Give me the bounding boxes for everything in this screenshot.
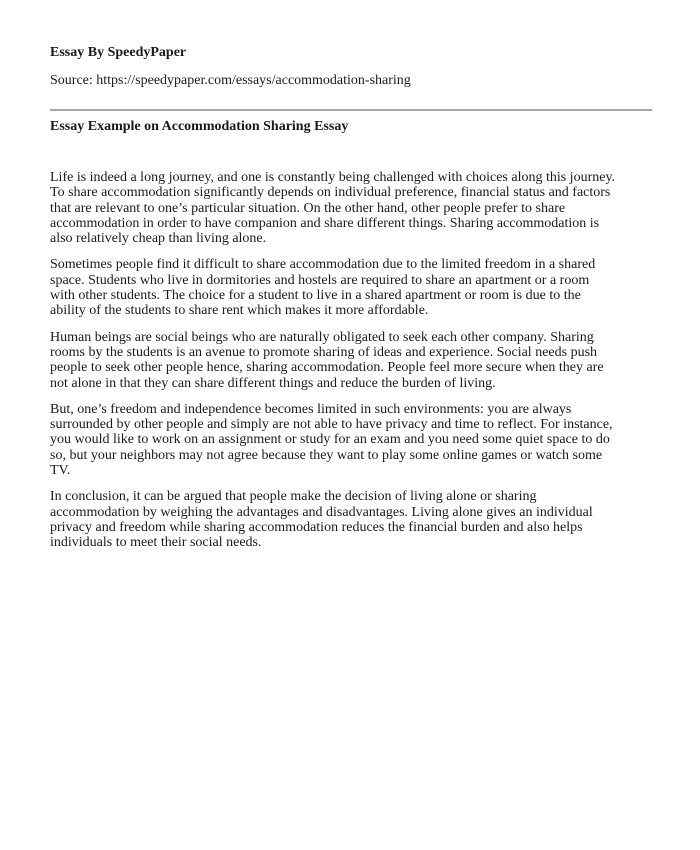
source-line: Source: https://speedypaper.com/essays/accommodation-sharing bbox=[50, 73, 411, 88]
paragraph-line: so, but your neighbors may not agree because they want to play some online games or watch some bbox=[50, 447, 603, 463]
paragraph-line: accommodation by weighing the advantages and disadvantages. Living alone gives an individual bbox=[50, 504, 593, 520]
paragraph-line: Life is indeed a long journey, and one is constantly being challenged with choices along this journey. bbox=[50, 170, 616, 185]
paragraph-line: In conclusion, it can be argued that people make the decision of living alone or sharing bbox=[50, 489, 537, 505]
paragraph-line: Sometimes people find it difficult to share accommodation due to the limited freedom in a shared bbox=[50, 257, 596, 273]
paragraph-line: that are relevant to one’s particular situation. On the other hand, other people prefer to share bbox=[50, 200, 566, 216]
paragraph-line: TV. bbox=[50, 463, 71, 479]
paragraph-line: To share accommodation significantly depends on individual preference, financial status and factors bbox=[50, 185, 611, 201]
paragraph-line: individuals to meet their social needs. bbox=[50, 535, 262, 551]
paragraph-line: privacy and freedom while sharing accommodation reduces the financial burden and also helps bbox=[50, 519, 583, 535]
paragraph-line: also relatively cheap than living alone. bbox=[50, 231, 267, 247]
paragraph bbox=[50, 402, 660, 478]
paragraph bbox=[50, 489, 660, 550]
paragraph bbox=[50, 330, 660, 391]
divider bbox=[50, 109, 652, 111]
paragraph-line: ability of the students to share rent which makes it more affordable. bbox=[50, 303, 429, 319]
paragraph-line: with other students. The choice for a student to live in a shared apartment or room is due to the bbox=[50, 288, 581, 304]
document-title: Essay By SpeedyPaper bbox=[50, 45, 187, 60]
paragraph-line: Human beings are social beings who are naturally obligated to seek each other company. Sharing bbox=[50, 329, 594, 345]
paragraph-line: But, one’s freedom and independence becomes limited in such environments: you are always bbox=[50, 401, 572, 417]
paragraph-line: not alone in that they can share different things and reduce the burden of living. bbox=[50, 375, 496, 391]
essay-heading: Essay Example on Accommodation Sharing Essay bbox=[50, 119, 349, 134]
paragraph-line: rooms by the students is an avenue to promote sharing of ideas and experience. Social needs push bbox=[50, 344, 598, 360]
paragraph-line: surrounded by other people and simply are not able to have privacy and time to reflect. For instance, bbox=[50, 417, 613, 433]
essay-body bbox=[50, 170, 660, 562]
paragraph-line: accommodation in order to have companion and share different things. Sharing accommodation is bbox=[50, 215, 600, 231]
paragraph-line: people to seek other people hence, sharing accommodation. People feel more secure when they are bbox=[50, 360, 604, 376]
paragraph-line: you would like to work on an assignment or study for an exam and you need some quiet space to do bbox=[50, 432, 610, 448]
paragraph bbox=[50, 170, 660, 246]
paragraph bbox=[50, 257, 660, 318]
paragraph-line: space. Students who live in dormitories and hostels are required to share an apartment or a room bbox=[50, 272, 590, 288]
